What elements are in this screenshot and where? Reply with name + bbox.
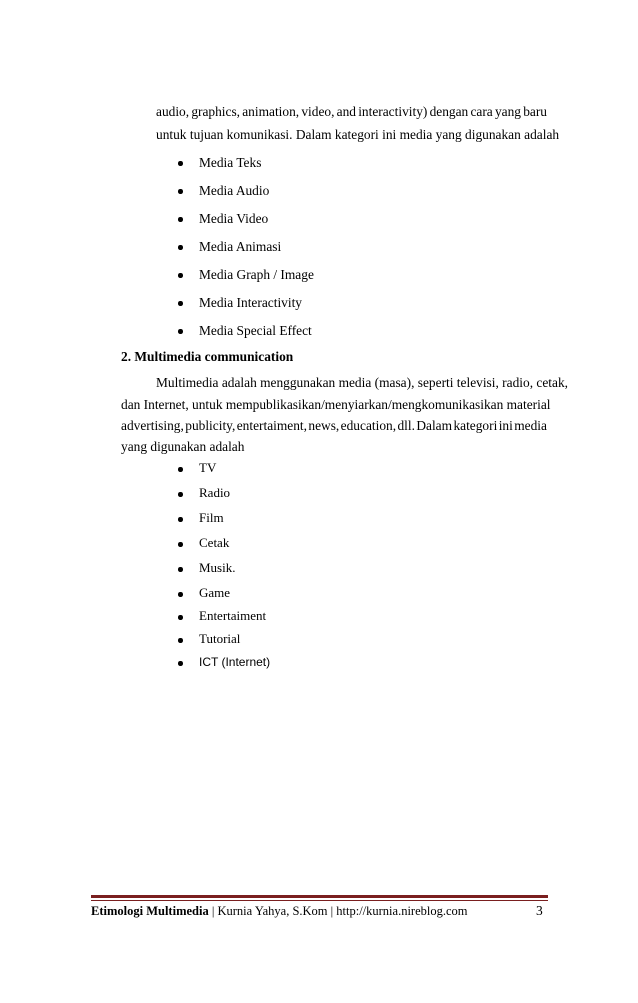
page-footer <box>91 904 468 919</box>
word: audio, <box>156 104 190 119</box>
word: kategori <box>453 418 498 433</box>
word: yang <box>494 104 521 119</box>
bullet-icon <box>178 542 183 547</box>
word: baru <box>523 104 547 119</box>
word: Dalam <box>416 418 453 433</box>
list-item: Media Teks <box>199 155 262 170</box>
word: media <box>514 418 547 433</box>
list-item: Tutorial <box>199 631 241 646</box>
bullet-icon <box>178 567 183 572</box>
word: and <box>336 104 356 119</box>
bullet-icon <box>178 592 183 597</box>
word: education, <box>340 418 397 433</box>
word: video, <box>301 104 335 119</box>
bullet-icon <box>178 245 183 250</box>
bullet-icon <box>178 467 183 472</box>
section2-line-1: Multimedia adalah menggunakan media (masa), seperti televisi, radio, cetak, <box>156 375 568 390</box>
word: cara <box>470 104 493 119</box>
bullet-icon <box>178 329 183 334</box>
list-item: Game <box>199 585 231 600</box>
list-item: Media Interactivity <box>199 295 302 310</box>
bullet-icon <box>178 492 183 497</box>
intro-line-1 <box>156 104 547 120</box>
bullet-icon <box>178 161 183 166</box>
bullet-icon <box>178 661 183 666</box>
bullet-icon <box>178 217 183 222</box>
section2-line-4: yang digunakan adalah <box>121 439 245 454</box>
list-item: Radio <box>199 485 231 500</box>
section-heading: 2. Multimedia communication <box>121 349 294 364</box>
word: interactivity) <box>358 104 428 119</box>
word: animation, <box>242 104 300 119</box>
bullet-icon <box>178 517 183 522</box>
page-number: 3 <box>536 903 543 918</box>
word: ini <box>498 418 513 433</box>
list-item: Musik. <box>199 560 236 575</box>
bullet-icon <box>178 273 183 278</box>
list-item: Film <box>199 510 224 525</box>
bullet-icon <box>178 301 183 306</box>
list-item: Media Video <box>199 211 269 226</box>
word: advertising, <box>121 418 184 433</box>
bullet-icon <box>178 189 183 194</box>
word: entertaiment, <box>236 418 308 433</box>
word: news, <box>308 418 340 433</box>
word: publicity, <box>185 418 236 433</box>
bullet-icon <box>178 638 183 643</box>
footer-divider <box>91 895 548 898</box>
word: graphics, <box>191 104 241 119</box>
word: dll. <box>397 418 415 433</box>
list-item: Media Animasi <box>199 239 282 254</box>
list-item: Media Audio <box>199 183 270 198</box>
section2-line-2: dan Internet, untuk mempublikasikan/menyiarkan/mengkomunikasikan material <box>121 397 551 412</box>
intro-line-2: untuk tujuan komunikasi. Dalam kategori ini media yang digunakan adalah <box>156 127 560 142</box>
list-item: Entertaiment <box>199 608 267 623</box>
footer-author-url: | Kurnia Yahya, S.Kom | http://kurnia.nireblog.com <box>208 904 468 918</box>
list-item: ICT (Internet) <box>199 655 271 669</box>
list-item: TV <box>199 460 217 475</box>
footer-title: Etimologi Multimedia <box>91 904 209 918</box>
word: dengan <box>429 104 469 119</box>
footer-divider <box>91 900 548 901</box>
list-item: Media Graph / Image <box>199 267 314 282</box>
section2-line-3 <box>121 418 547 434</box>
list-item: Cetak <box>199 535 230 550</box>
bullet-icon <box>178 615 183 620</box>
list-item: Media Special Effect <box>199 323 312 338</box>
